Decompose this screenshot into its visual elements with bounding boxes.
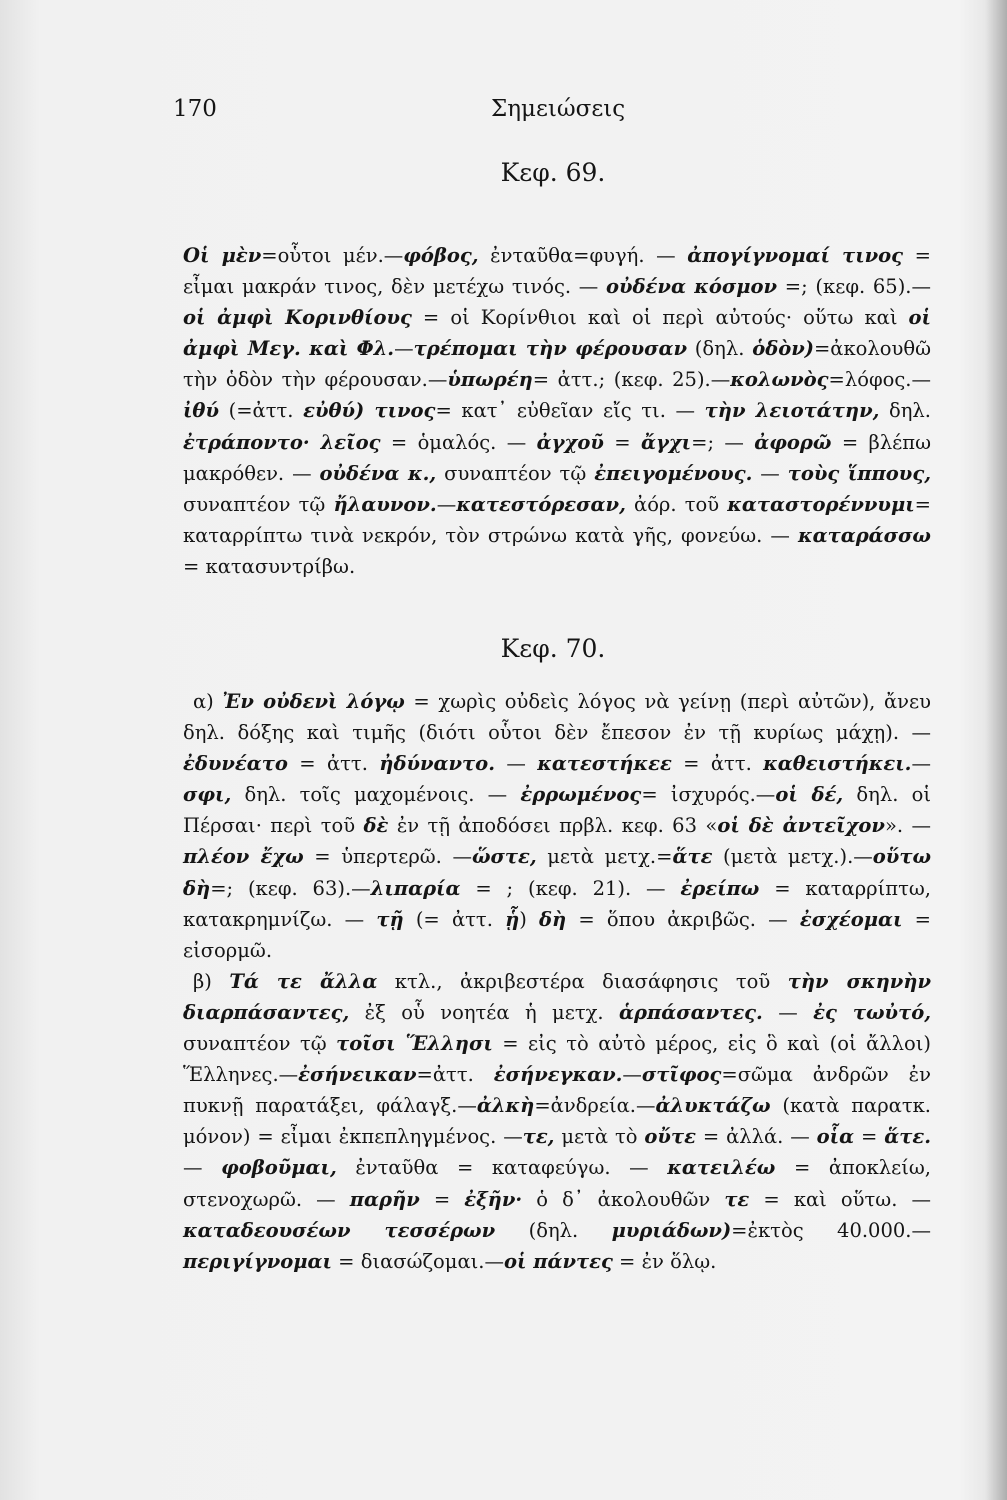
gloss-text: — bbox=[183, 1156, 222, 1180]
lemma-term: τε, bbox=[522, 1125, 555, 1149]
gloss-text: = καταρρίπτω, κατακρημνίζω. — bbox=[183, 876, 931, 931]
gloss-text: συναπτέον τῷ bbox=[436, 461, 595, 485]
gloss-text: = κατ᾽ εὐθεῖαν εἴς τι. — bbox=[435, 399, 705, 423]
lemma-term: ἄγχι bbox=[640, 430, 692, 454]
lemma-term: οἱ πάντες bbox=[503, 1249, 613, 1273]
lemma-term: ἰθύ bbox=[183, 399, 219, 423]
gloss-text: = εἶμαι μακράν τινος, δὲν μετέχω τινός. — bbox=[183, 244, 931, 299]
gloss-text: = ὑπερτερῶ. — bbox=[303, 845, 472, 869]
lemma-term: Ἐν οὐδενὶ λόγῳ bbox=[222, 690, 405, 713]
gloss-text: ὁ δ᾽ ἀκολουθῶν bbox=[522, 1187, 725, 1211]
gloss-text: — bbox=[494, 752, 538, 776]
lemma-term: τῇ bbox=[376, 907, 404, 931]
gloss-text: =λόφος.— bbox=[828, 368, 931, 392]
gloss-text: = ἀττ. bbox=[671, 752, 764, 776]
gloss-text: α) bbox=[193, 690, 223, 713]
gloss-text: = ἰσχυρός.— bbox=[641, 783, 776, 807]
lemma-term: παρῆν bbox=[349, 1187, 420, 1211]
lemma-term: ὥστε, bbox=[471, 845, 537, 869]
lemma-term: κατεστήκεε bbox=[537, 752, 672, 776]
gloss-text: = ; (κεφ. 21). — bbox=[460, 876, 681, 900]
gloss-text: = χωρὶς οὐδεὶς λόγος νὰ γείνῃ (περὶ αὐτῶν), ἄνευ δηλ. δόξης καὶ τιμῆς (διότι οὗτοι δὲν ἔπεσον ἐν τῇ κυρίως μάχῃ). — bbox=[183, 690, 931, 745]
gloss-text: κτλ., ἀκριβεστέρα διασάφησις τοῦ bbox=[377, 969, 788, 993]
lemma-term: φόβος, bbox=[403, 244, 479, 267]
gloss-text: = οἱ Κορίνθιοι καὶ οἱ περὶ αὐτούς· οὕτω καὶ bbox=[411, 306, 909, 330]
gloss-text: = βλέπω μακρόθεν. — bbox=[183, 430, 932, 485]
gloss-text: (=ἀττ. bbox=[218, 399, 304, 423]
lemma-term: ἐδυνέατο bbox=[183, 752, 288, 776]
lemma-term: κολωνὸς bbox=[730, 368, 829, 392]
gloss-text: (κατὰ παρατκ. μόνον) = εἶμαι ἐκπεπληγμένος. — bbox=[183, 1094, 932, 1149]
lemma-term: ἐσχέομαι bbox=[799, 907, 903, 931]
gloss-text: — bbox=[911, 752, 931, 776]
lemma-term: οἱ δέ, bbox=[775, 783, 844, 807]
gloss-text: — bbox=[752, 461, 788, 485]
lemma-term: ἠδύναντο. bbox=[379, 752, 495, 776]
gloss-text: (δηλ. bbox=[687, 337, 753, 361]
note-paragraph bbox=[183, 240, 931, 582]
gloss-text: (δηλ. bbox=[495, 1218, 612, 1242]
lemma-term: ὁδὸν) bbox=[752, 337, 814, 361]
gloss-text: δηλ. τοῖς μαχομένοις. — bbox=[231, 783, 521, 807]
gloss-text: — bbox=[622, 1063, 642, 1087]
lemma-term: ἐσήνεγκαν. bbox=[493, 1063, 623, 1087]
lemma-term: ἐπειγομένους. bbox=[594, 461, 753, 485]
gloss-text: = καὶ οὕτω. — bbox=[749, 1187, 931, 1211]
gloss-text: δηλ. bbox=[879, 399, 931, 423]
gloss-text: = bbox=[603, 430, 641, 454]
lemma-term: ἐξῆν· bbox=[464, 1187, 523, 1211]
lemma-term: οὐδένα κ., bbox=[319, 461, 437, 485]
chapter-69-notes bbox=[183, 240, 931, 582]
gloss-text: =σῶμα ἀνδρῶν ἐν πυκνῇ παρατάξει, φάλαγξ.— bbox=[183, 1063, 931, 1118]
gloss-text: =; — bbox=[691, 430, 755, 454]
note-paragraph bbox=[183, 966, 931, 1277]
gloss-text: = bbox=[419, 1187, 465, 1211]
gloss-text: =ἐκτὸς 40.000.— bbox=[731, 1218, 931, 1242]
gloss-text: — bbox=[436, 492, 457, 516]
lemma-term: τὴν λειοτάτην, bbox=[704, 399, 880, 423]
gloss-text: ». — bbox=[884, 814, 931, 838]
gloss-text: — bbox=[762, 1000, 814, 1024]
gloss-text: = bbox=[854, 1125, 885, 1149]
gloss-text: = διασώζομαι.— bbox=[331, 1249, 504, 1273]
lemma-term: τε bbox=[724, 1187, 750, 1211]
lemma-term: πλέον ἔχω bbox=[183, 845, 304, 869]
lemma-term: τοῖσι Ἕλλησι bbox=[336, 1032, 493, 1056]
gloss-text: = ἀττ.; (κεφ. 25).— bbox=[532, 368, 731, 392]
lemma-term: ἀπογίγνομαί τινος bbox=[687, 244, 904, 267]
lemma-term: ἀλκὴ bbox=[476, 1094, 535, 1118]
gloss-text: δηλ. οἱ Πέρσαι· περὶ τοῦ bbox=[183, 783, 931, 838]
gloss-text: = κατασυντρίβω. bbox=[183, 554, 356, 578]
lemma-term: οἱ δὲ ἀντεῖχον bbox=[717, 814, 885, 838]
gloss-text: ) bbox=[519, 907, 540, 931]
gloss-text: συναπτέον τῷ bbox=[183, 492, 334, 516]
lemma-term: Οἱ μὲν bbox=[183, 244, 262, 267]
lemma-term: στῖφος bbox=[641, 1063, 722, 1087]
gloss-text: ἐξ οὗ νοητέα ἡ μετχ. bbox=[349, 1000, 620, 1024]
lemma-term: κατειλέω bbox=[667, 1156, 776, 1180]
lemma-term: τὴν σκηνὴν διαρπάσαντες, bbox=[183, 969, 931, 1024]
lemma-term: δὴ bbox=[539, 907, 567, 931]
gloss-text: =ἀκολουθῶ τὴν ὁδὸν τὴν φέρουσαν.— bbox=[183, 337, 931, 392]
gloss-text: (= ἀττ. bbox=[403, 907, 506, 931]
lemma-term: ἀλυκτάζω bbox=[655, 1094, 771, 1118]
gloss-text: ἐνταῦθα = καταφεύγω. — bbox=[336, 1156, 668, 1180]
lemma-term: ἁρπάσαντες. bbox=[619, 1000, 763, 1024]
lemma-term: ἅτε. bbox=[884, 1125, 931, 1149]
lemma-term: φοβοῦμαι, bbox=[221, 1156, 337, 1180]
gloss-text: ἀόρ. τοῦ bbox=[625, 492, 728, 516]
gloss-text: =ἀττ. bbox=[416, 1063, 494, 1087]
lemma-term: οἱ ἀμφὶ Μεγ. καὶ Φλ. bbox=[183, 306, 931, 361]
lemma-term: περιγίγνομαι bbox=[183, 1249, 332, 1273]
gloss-text: = εἰσορμῶ. bbox=[183, 907, 931, 962]
page-header bbox=[173, 96, 933, 132]
gloss-text: =ἀνδρεία.— bbox=[534, 1094, 656, 1118]
lemma-term: Τά τε ἄλλα bbox=[229, 969, 378, 993]
gloss-text: = καταρρίπτω τινὰ νεκρόν, τὸν στρώνω κατὰ γῆς, φονεύω. — bbox=[183, 492, 931, 547]
gloss-text: =οὗτοι μέν.— bbox=[261, 244, 404, 267]
gloss-text: μετὰ τὸ bbox=[554, 1125, 645, 1149]
chapter-heading-70: Κεφ. 70. bbox=[500, 634, 606, 663]
lemma-term: ὑπωρέη bbox=[447, 368, 533, 392]
page-edge-shadow bbox=[985, 0, 1007, 1500]
gloss-text: = ἀλλά. — bbox=[695, 1125, 817, 1149]
lemma-term: ἤλαυνον. bbox=[333, 492, 437, 516]
gloss-text: = ὁμαλός. — bbox=[380, 430, 537, 454]
gloss-text: = εἰς τὸ αὐτὸ μέρος, εἰς ὃ καὶ (οἱ ἄλλοι) Ἕλληνες.— bbox=[183, 1032, 931, 1087]
lemma-term: οὕτω δὴ bbox=[183, 845, 932, 900]
lemma-term: ᾗ bbox=[505, 907, 520, 931]
gloss-text: μετὰ μετχ.= bbox=[536, 845, 673, 869]
lemma-term: οἱ ἀμφὶ Κορινθίους bbox=[183, 306, 412, 330]
lemma-term: καταστορέννυμι bbox=[727, 492, 915, 516]
lemma-term: οὐδένα κόσμον bbox=[606, 275, 778, 299]
lemma-term: τοὺς ἵππους, bbox=[787, 461, 931, 485]
lemma-term: μυριάδων) bbox=[611, 1218, 732, 1242]
lemma-term: καταράσσω bbox=[797, 523, 931, 547]
lemma-term: ἐς τωὐτό, bbox=[813, 1000, 931, 1024]
lemma-term: ἐρρωμένος bbox=[520, 783, 642, 807]
lemma-term: ἀφορῶ bbox=[754, 430, 832, 454]
chapter-heading-69: Κεφ. 69. bbox=[500, 158, 606, 187]
gloss-text: συναπτέον τῷ bbox=[183, 1032, 337, 1056]
lemma-term: λιπαρία bbox=[370, 876, 461, 900]
lemma-term: δὲ bbox=[363, 814, 389, 838]
lemma-term: καταδεουσέων τεσσέρων bbox=[183, 1218, 496, 1242]
gloss-text: = ὅπου ἀκριβῶς. — bbox=[566, 907, 800, 931]
lemma-term: εὐθύ) τινος bbox=[303, 399, 436, 423]
lemma-term: κατεστόρεσαν, bbox=[456, 492, 626, 516]
running-title: Σημειώσεις bbox=[491, 96, 626, 122]
lemma-term: τρέπομαι τὴν φέρουσαν bbox=[413, 337, 688, 361]
gloss-text: (μετὰ μετχ.).— bbox=[712, 845, 873, 869]
gloss-text: β) bbox=[193, 969, 230, 993]
gloss-text: = ἀποκλείω, στενοχωρῶ. — bbox=[183, 1156, 932, 1211]
gloss-text: =; (κεφ. 65).— bbox=[777, 275, 932, 299]
lemma-term: ἐσήνεικαν bbox=[298, 1063, 417, 1087]
gloss-text: ἐν τῇ ἀποδόσει πρβλ. κεφ. 63 « bbox=[388, 814, 718, 838]
note-paragraph bbox=[183, 686, 931, 966]
gloss-text: — bbox=[394, 337, 414, 361]
gloss-text: = ἀττ. bbox=[287, 752, 380, 776]
lemma-term: οὔτε bbox=[644, 1125, 696, 1149]
lemma-term: ἅτε bbox=[672, 845, 713, 869]
lemma-term: καθειστήκει. bbox=[763, 752, 912, 776]
gloss-text: = ἐν ὅλῳ. bbox=[612, 1249, 717, 1273]
lemma-term: ἐρείπω bbox=[680, 876, 760, 900]
lemma-term: ἀγχοῦ bbox=[536, 430, 604, 454]
gloss-text: =; (κεφ. 63).— bbox=[210, 876, 371, 900]
lemma-term: σφι, bbox=[183, 783, 232, 807]
lemma-term: οἷα bbox=[816, 1125, 855, 1149]
chapter-70-notes bbox=[183, 686, 931, 1277]
lemma-term: ἐτράποντο· λεῖος bbox=[183, 430, 381, 454]
gloss-text: ἐνταῦθα=φυγή. — bbox=[478, 244, 688, 267]
page-number: 170 bbox=[173, 96, 217, 122]
